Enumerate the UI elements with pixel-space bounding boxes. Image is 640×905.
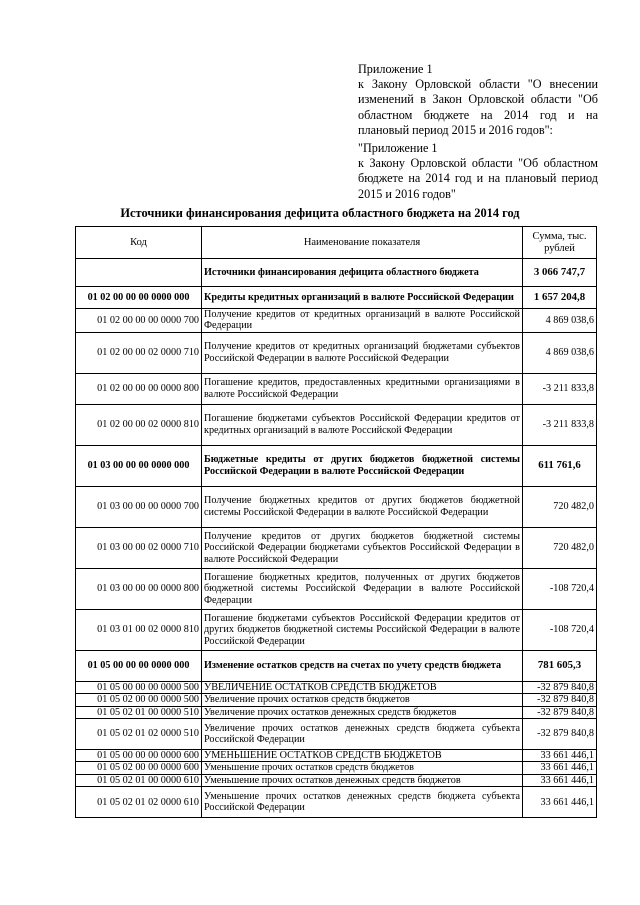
row-name: Получение кредитов от кредитных организаций бюджетами субъектов Российской Федерации в валюте Российской Федерации	[202, 332, 523, 373]
row-sum: -108 720,4	[523, 609, 597, 650]
appendix-number: Приложение 1	[358, 62, 433, 76]
row-name: Кредиты кредитных организаций в валюте Российской Федерации	[202, 287, 523, 309]
row-sum: 33 661 446,1	[523, 774, 597, 786]
row-name: УВЕЛИЧЕНИЕ ОСТАТКОВ СРЕДСТВ БЮДЖЕТОВ	[202, 681, 523, 693]
row-sum: 781 605,3	[523, 650, 597, 681]
table-row	[76, 650, 597, 681]
row-sum: -32 879 840,8	[523, 719, 597, 750]
row-sum: -32 879 840,8	[523, 706, 597, 718]
appendix-law-reference: к Закону Орловской области "О внесении изменений в Закон Орловской области "Об областном бюджете на 2014 год и на плановый период 2015 и 2016 годов":	[358, 77, 598, 137]
row-name: Увеличение прочих остатков денежных средств бюджета субъекта Российской Федерации	[202, 719, 523, 750]
table-body	[76, 259, 597, 818]
document-title: Источники финансирования дефицита областного бюджета на 2014 год	[120, 206, 520, 220]
row-name: Погашение бюджетных кредитов, полученных от других бюджетов бюджетной системы Российской Федерации в валюте Российской Федерации	[202, 568, 523, 609]
table-row	[76, 486, 597, 527]
row-name: УМЕНЬШЕНИЕ ОСТАТКОВ СРЕДСТВ БЮДЖЕТОВ	[202, 750, 523, 762]
row-code: 01 03 00 00 00 0000 800	[76, 568, 202, 609]
table-row	[76, 309, 597, 333]
row-sum: 33 661 446,1	[523, 762, 597, 774]
row-code: 01 02 00 00 02 0000 810	[76, 404, 202, 445]
row-code: 01 02 00 00 02 0000 710	[76, 332, 202, 373]
table-row	[76, 568, 597, 609]
row-sum: 4 869 038,6	[523, 332, 597, 373]
row-code: 01 05 02 00 00 0000 500	[76, 694, 202, 706]
table-row	[76, 750, 597, 762]
row-name: Погашение кредитов, предоставленных кредитными организациями в валюте Российской Федерации	[202, 373, 523, 404]
quoted-appendix-number: "Приложение 1	[358, 141, 438, 155]
table-row	[76, 719, 597, 750]
row-code: 01 03 00 00 02 0000 710	[76, 527, 202, 568]
financing-sources-table	[75, 226, 597, 818]
row-name: Погашение бюджетами субъектов Российской Федерации кредитов от кредитных организаций в валюте Российской Федерации	[202, 404, 523, 445]
row-code	[76, 259, 202, 287]
row-name: Увеличение прочих остатков средств бюджетов	[202, 694, 523, 706]
row-sum: 720 482,0	[523, 527, 597, 568]
row-code: 01 05 02 01 00 0000 510	[76, 706, 202, 718]
row-code: 01 02 00 00 00 0000 000	[76, 287, 202, 309]
row-code: 01 03 01 00 02 0000 810	[76, 609, 202, 650]
row-code: 01 02 00 00 00 0000 700	[76, 309, 202, 333]
row-name: Уменьшение прочих остатков денежных средств бюджета субъекта Российской Федерации	[202, 787, 523, 818]
header-code: Код	[76, 227, 202, 259]
row-sum: -3 211 833,8	[523, 404, 597, 445]
table-row	[76, 287, 597, 309]
quoted-appendix-header	[358, 141, 598, 202]
row-sum: 1 657 204,8	[523, 287, 597, 309]
table-row	[76, 373, 597, 404]
row-sum: 4 869 038,6	[523, 309, 597, 333]
appendix-header	[358, 62, 598, 138]
row-code: 01 05 00 00 00 0000 500	[76, 681, 202, 693]
table-row	[76, 259, 597, 287]
table-row	[76, 694, 597, 706]
row-name: Увеличение прочих остатков денежных средств бюджетов	[202, 706, 523, 718]
row-code: 01 03 00 00 00 0000 700	[76, 486, 202, 527]
row-code: 01 02 00 00 00 0000 800	[76, 373, 202, 404]
row-name: Получение кредитов от других бюджетов бюджетной системы Российской Федерации бюджетами субъектов Российской Федерации в валюте Российской Федерации	[202, 527, 523, 568]
table-row	[76, 762, 597, 774]
row-code: 01 05 02 01 02 0000 610	[76, 787, 202, 818]
row-sum: 33 661 446,1	[523, 787, 597, 818]
row-name: Уменьшение прочих остатков средств бюджетов	[202, 762, 523, 774]
table-header-row	[76, 227, 597, 259]
row-code: 01 05 00 00 00 0000 000	[76, 650, 202, 681]
row-code: 01 05 02 01 00 0000 610	[76, 774, 202, 786]
table-row	[76, 681, 597, 693]
table-row	[76, 404, 597, 445]
header-sum: Сумма, тыс. рублей	[523, 227, 597, 259]
row-name: Уменьшение прочих остатков денежных средств бюджетов	[202, 774, 523, 786]
row-sum: 720 482,0	[523, 486, 597, 527]
table-row	[76, 527, 597, 568]
row-name: Изменение остатков средств на счетах по учету средств бюджета	[202, 650, 523, 681]
table-row	[76, 787, 597, 818]
table-row	[76, 609, 597, 650]
row-code: 01 05 02 00 00 0000 600	[76, 762, 202, 774]
row-code: 01 05 02 01 02 0000 510	[76, 719, 202, 750]
row-code: 01 05 00 00 00 0000 600	[76, 750, 202, 762]
row-name: Получение кредитов от кредитных организаций в валюте Российской Федерации	[202, 309, 523, 333]
table-row	[76, 445, 597, 486]
table-row	[76, 332, 597, 373]
row-sum: 3 066 747,7	[523, 259, 597, 287]
quoted-appendix-law-reference: к Закону Орловской области "Об областном бюджете на 2014 год и на плановый период 2015 и 2016 годов"	[358, 156, 598, 201]
row-name: Источники финансирования дефицита областного бюджета	[202, 259, 523, 287]
table-row	[76, 774, 597, 786]
table-row	[76, 706, 597, 718]
row-sum: -3 211 833,8	[523, 373, 597, 404]
row-sum: -32 879 840,8	[523, 681, 597, 693]
row-sum: -108 720,4	[523, 568, 597, 609]
row-name: Бюджетные кредиты от других бюджетов бюджетной системы Российской Федерации в валюте Российской Федерации	[202, 445, 523, 486]
row-name: Погашение бюджетами субъектов Российской Федерации кредитов от других бюджетов бюджетной системы Российской Федерации в валюте Российской Федерации	[202, 609, 523, 650]
header-name: Наименование показателя	[202, 227, 523, 259]
row-sum: -32 879 840,8	[523, 694, 597, 706]
row-code: 01 03 00 00 00 0000 000	[76, 445, 202, 486]
row-sum: 611 761,6	[523, 445, 597, 486]
row-sum: 33 661 446,1	[523, 750, 597, 762]
row-name: Получение бюджетных кредитов от других бюджетов бюджетной системы Российской Федерации в валюте Российской Федерации	[202, 486, 523, 527]
